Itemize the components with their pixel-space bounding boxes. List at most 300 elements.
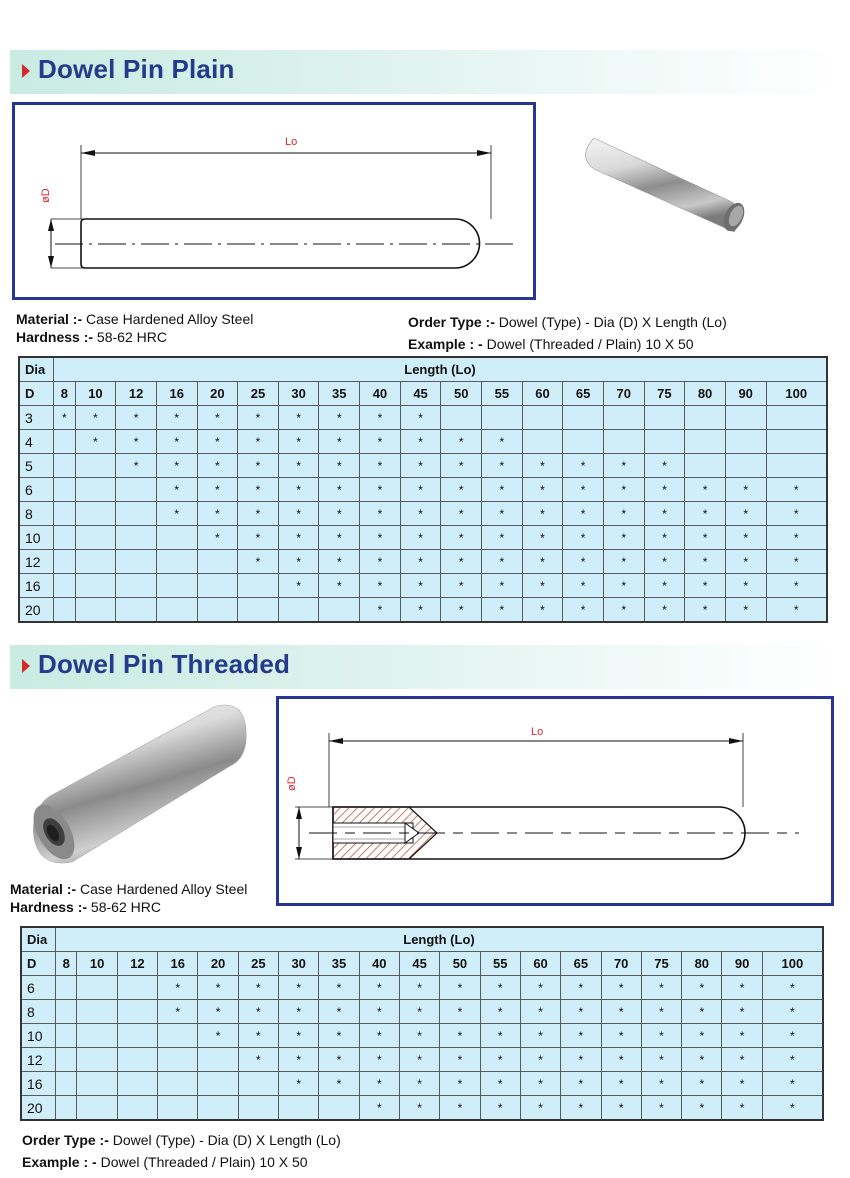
availability-cell: * — [601, 1072, 641, 1096]
availability-cell: * — [197, 406, 238, 430]
length-column-header: 55 — [480, 952, 520, 976]
availability-cell — [685, 406, 726, 430]
availability-cell: * — [522, 574, 563, 598]
section-title: Dowel Pin Plain — [38, 54, 235, 84]
availability-cell: * — [682, 1096, 722, 1121]
availability-cell: * — [644, 478, 685, 502]
availability-cell: * — [762, 1048, 823, 1072]
availability-cell: * — [399, 1024, 439, 1048]
availability-cell: * — [400, 406, 441, 430]
availability-cell: * — [278, 478, 319, 502]
availability-cell: * — [522, 478, 563, 502]
availability-cell — [56, 1000, 77, 1024]
availability-cell: * — [762, 1000, 823, 1024]
length-column-header: 65 — [561, 952, 601, 976]
availability-cell — [319, 1096, 359, 1121]
table-row — [21, 976, 823, 1000]
availability-cell: * — [601, 1024, 641, 1048]
availability-cell: * — [360, 478, 401, 502]
availability-cell: * — [603, 574, 644, 598]
availability-cell: * — [601, 976, 641, 1000]
length-column-header: 60 — [520, 952, 560, 976]
availability-cell: * — [278, 574, 319, 598]
availability-cell — [441, 406, 482, 430]
availability-cell: * — [278, 406, 319, 430]
availability-cell — [75, 526, 116, 550]
availability-cell: * — [278, 430, 319, 454]
availability-cell — [644, 430, 685, 454]
availability-cell: * — [360, 574, 401, 598]
availability-cell: * — [682, 1024, 722, 1048]
availability-cell: * — [75, 430, 116, 454]
availability-cell: * — [116, 406, 157, 430]
bullet-arrow-icon — [22, 64, 30, 78]
length-label: Lo — [285, 136, 298, 148]
availability-cell: * — [278, 550, 319, 574]
material-value: Case Hardened Alloy Steel — [76, 881, 248, 897]
availability-cell: * — [319, 976, 359, 1000]
length-header: Length (Lo) — [54, 357, 828, 382]
availability-cell: * — [158, 976, 198, 1000]
availability-cell — [75, 550, 116, 574]
availability-cell — [77, 1096, 117, 1121]
availability-cell: * — [766, 478, 827, 502]
availability-cell: * — [682, 1048, 722, 1072]
availability-cell: * — [766, 502, 827, 526]
availability-cell: * — [399, 1072, 439, 1096]
availability-cell — [116, 574, 157, 598]
availability-cell: * — [482, 550, 523, 574]
availability-cell: * — [722, 1096, 762, 1121]
material-value: Case Hardened Alloy Steel — [82, 311, 254, 327]
availability-cell: * — [400, 550, 441, 574]
availability-cell: * — [359, 1000, 399, 1024]
availability-cell: * — [400, 478, 441, 502]
length-column-header: 100 — [762, 952, 823, 976]
availability-cell: * — [278, 526, 319, 550]
availability-cell: * — [319, 550, 360, 574]
availability-cell: * — [480, 1096, 520, 1121]
size-table-threaded — [20, 926, 824, 1121]
table-row — [21, 1024, 823, 1048]
availability-cell: * — [197, 478, 238, 502]
availability-cell: * — [441, 526, 482, 550]
availability-cell: * — [522, 526, 563, 550]
length-column-header: 40 — [359, 952, 399, 976]
availability-cell — [116, 502, 157, 526]
availability-cell — [563, 406, 604, 430]
availability-cell: * — [725, 574, 766, 598]
availability-cell — [158, 1024, 198, 1048]
availability-cell: * — [319, 1000, 359, 1024]
availability-cell: * — [480, 1072, 520, 1096]
availability-cell: * — [682, 1072, 722, 1096]
table-row — [19, 574, 827, 598]
availability-cell — [238, 1096, 278, 1121]
availability-cell — [725, 430, 766, 454]
availability-cell: * — [682, 1000, 722, 1024]
availability-cell — [54, 454, 76, 478]
dia-value: 16 — [19, 574, 54, 598]
availability-cell: * — [482, 598, 523, 623]
table-row — [19, 550, 827, 574]
availability-cell — [685, 430, 726, 454]
length-column-header: 8 — [56, 952, 77, 976]
hardness-value: 58-62 HRC — [93, 329, 167, 345]
availability-cell: * — [603, 454, 644, 478]
availability-cell: * — [279, 1000, 319, 1024]
availability-cell: * — [766, 598, 827, 623]
availability-cell: * — [725, 598, 766, 623]
availability-cell: * — [319, 478, 360, 502]
length-column-header: 35 — [319, 382, 360, 406]
dia-header: Dia — [19, 357, 54, 382]
table-row — [21, 1072, 823, 1096]
availability-cell: * — [319, 1024, 359, 1048]
availability-cell — [77, 1000, 117, 1024]
availability-cell: * — [522, 454, 563, 478]
availability-cell: * — [644, 550, 685, 574]
availability-cell: * — [156, 406, 197, 430]
length-column-header: 8 — [54, 382, 76, 406]
availability-cell: * — [561, 1096, 601, 1121]
availability-cell: * — [482, 454, 523, 478]
availability-cell — [56, 1072, 77, 1096]
length-column-header: 20 — [198, 952, 238, 976]
availability-cell: * — [601, 1000, 641, 1024]
length-column-header: 75 — [644, 382, 685, 406]
availability-cell: * — [441, 478, 482, 502]
availability-cell: * — [440, 1096, 480, 1121]
example-value: Dowel (Threaded / Plain) 10 X 50 — [482, 336, 694, 352]
size-table-plain — [18, 356, 828, 623]
availability-cell — [116, 598, 157, 623]
availability-cell: * — [319, 454, 360, 478]
availability-cell — [278, 598, 319, 623]
length-column-header: 90 — [722, 952, 762, 976]
length-column-header: 50 — [440, 952, 480, 976]
availability-cell: * — [685, 526, 726, 550]
availability-cell: * — [279, 1072, 319, 1096]
d-header: D — [21, 952, 56, 976]
availability-cell: * — [480, 1048, 520, 1072]
availability-cell: * — [725, 526, 766, 550]
dia-header: Dia — [21, 927, 56, 952]
availability-cell: * — [722, 1072, 762, 1096]
availability-cell — [75, 502, 116, 526]
dia-value: 8 — [19, 502, 54, 526]
availability-cell: * — [563, 598, 604, 623]
availability-cell: * — [238, 454, 279, 478]
length-column-header: 75 — [641, 952, 681, 976]
availability-cell: * — [685, 574, 726, 598]
table-row — [21, 1048, 823, 1072]
availability-cell: * — [197, 502, 238, 526]
availability-cell — [238, 598, 279, 623]
order-type-label: Order Type :- — [408, 314, 495, 330]
availability-cell: * — [641, 1000, 681, 1024]
availability-cell: * — [563, 550, 604, 574]
availability-cell: * — [685, 598, 726, 623]
availability-cell: * — [319, 406, 360, 430]
availability-cell: * — [198, 1024, 238, 1048]
availability-cell: * — [319, 502, 360, 526]
table-row — [19, 502, 827, 526]
availability-cell: * — [722, 1024, 762, 1048]
hardness-label: Hardness :- — [16, 329, 94, 345]
d-header: D — [19, 382, 54, 406]
availability-cell: * — [360, 598, 401, 623]
availability-cell: * — [603, 502, 644, 526]
availability-cell — [54, 526, 76, 550]
availability-cell — [75, 574, 116, 598]
availability-cell: * — [440, 1072, 480, 1096]
dia-value: 5 — [19, 454, 54, 478]
availability-cell: * — [279, 1048, 319, 1072]
availability-cell: * — [238, 502, 279, 526]
availability-cell: * — [682, 976, 722, 1000]
availability-cell: * — [400, 454, 441, 478]
availability-cell: * — [359, 1024, 399, 1048]
availability-cell: * — [319, 430, 360, 454]
availability-cell — [563, 430, 604, 454]
availability-cell: * — [440, 1024, 480, 1048]
availability-cell: * — [644, 598, 685, 623]
length-column-header: 12 — [116, 382, 157, 406]
availability-cell: * — [644, 574, 685, 598]
availability-cell: * — [601, 1048, 641, 1072]
availability-cell: * — [766, 574, 827, 598]
order-type-value: Dowel (Type) - Dia (D) X Length (Lo) — [494, 314, 727, 330]
availability-cell — [116, 526, 157, 550]
availability-cell — [56, 1024, 77, 1048]
dia-value: 10 — [19, 526, 54, 550]
table-row — [19, 526, 827, 550]
availability-cell: * — [319, 1048, 359, 1072]
availability-cell — [77, 976, 117, 1000]
availability-cell: * — [563, 454, 604, 478]
availability-cell: * — [440, 976, 480, 1000]
availability-cell — [238, 574, 279, 598]
availability-cell — [116, 550, 157, 574]
availability-cell: * — [360, 502, 401, 526]
availability-cell: * — [685, 478, 726, 502]
example-label: Example : - — [408, 336, 483, 352]
availability-cell — [198, 1096, 238, 1121]
material-info-plain — [16, 310, 253, 346]
technical-drawing-threaded — [276, 696, 834, 906]
availability-cell: * — [400, 574, 441, 598]
availability-cell: * — [762, 1072, 823, 1096]
availability-cell: * — [116, 430, 157, 454]
availability-cell: * — [197, 526, 238, 550]
table-row — [21, 1000, 823, 1024]
length-column-header: 70 — [601, 952, 641, 976]
availability-cell: * — [197, 454, 238, 478]
availability-cell: * — [641, 1024, 681, 1048]
availability-cell: * — [359, 976, 399, 1000]
length-column-header: 50 — [441, 382, 482, 406]
availability-cell — [482, 406, 523, 430]
availability-cell: * — [400, 598, 441, 623]
availability-cell — [644, 406, 685, 430]
availability-cell: * — [522, 550, 563, 574]
technical-drawing-plain — [12, 102, 536, 300]
availability-cell — [156, 526, 197, 550]
availability-cell: * — [482, 430, 523, 454]
availability-cell: * — [359, 1096, 399, 1121]
diameter-label: øD — [40, 188, 52, 203]
availability-cell: * — [279, 976, 319, 1000]
availability-cell: * — [762, 976, 823, 1000]
order-type-value: Dowel (Type) - Dia (D) X Length (Lo) — [108, 1132, 341, 1148]
dowel-pin-threaded-photo — [20, 700, 260, 870]
availability-cell — [603, 406, 644, 430]
availability-cell — [116, 478, 157, 502]
availability-cell: * — [561, 976, 601, 1000]
availability-cell: * — [601, 1096, 641, 1121]
availability-cell — [238, 1072, 278, 1096]
table-row — [19, 430, 827, 454]
availability-cell: * — [156, 478, 197, 502]
length-label: Lo — [531, 726, 544, 738]
example-label: Example : - — [22, 1154, 97, 1170]
availability-cell: * — [440, 1048, 480, 1072]
availability-cell: * — [644, 502, 685, 526]
availability-cell: * — [360, 550, 401, 574]
dia-value: 6 — [21, 976, 56, 1000]
availability-cell: * — [722, 976, 762, 1000]
availability-cell: * — [520, 1024, 560, 1048]
availability-cell: * — [561, 1072, 601, 1096]
availability-cell: * — [441, 574, 482, 598]
availability-cell: * — [603, 478, 644, 502]
length-column-header: 80 — [685, 382, 726, 406]
material-label: Material :- — [10, 881, 77, 897]
dia-value: 20 — [19, 598, 54, 623]
availability-cell — [725, 406, 766, 430]
availability-cell: * — [561, 1024, 601, 1048]
availability-cell: * — [238, 406, 279, 430]
length-column-header: 16 — [158, 952, 198, 976]
table-row — [19, 598, 827, 623]
availability-cell: * — [482, 502, 523, 526]
availability-cell: * — [238, 1024, 278, 1048]
availability-cell: * — [641, 1096, 681, 1121]
order-info-plain — [408, 311, 727, 355]
availability-cell — [54, 598, 76, 623]
availability-cell — [77, 1024, 117, 1048]
availability-cell — [75, 454, 116, 478]
availability-cell: * — [156, 430, 197, 454]
diameter-label: øD — [286, 776, 298, 791]
availability-cell — [156, 574, 197, 598]
availability-cell: * — [722, 1048, 762, 1072]
availability-cell: * — [359, 1072, 399, 1096]
availability-cell: * — [359, 1048, 399, 1072]
availability-cell: * — [399, 1096, 439, 1121]
availability-cell: * — [520, 1000, 560, 1024]
availability-cell — [56, 1048, 77, 1072]
dowel-pin-plain-photo — [572, 130, 752, 240]
availability-cell — [77, 1048, 117, 1072]
availability-cell — [766, 430, 827, 454]
length-column-header: 90 — [725, 382, 766, 406]
availability-cell: * — [360, 430, 401, 454]
availability-cell: * — [725, 550, 766, 574]
availability-cell: * — [641, 1072, 681, 1096]
order-info-threaded — [22, 1129, 341, 1173]
availability-cell: * — [766, 526, 827, 550]
section-header-plain — [10, 50, 840, 94]
length-column-header: 55 — [482, 382, 523, 406]
availability-cell: * — [238, 526, 279, 550]
availability-cell: * — [399, 976, 439, 1000]
availability-cell — [117, 1072, 157, 1096]
length-column-header: 65 — [563, 382, 604, 406]
availability-cell — [75, 478, 116, 502]
availability-cell: * — [238, 478, 279, 502]
availability-cell — [158, 1072, 198, 1096]
availability-cell — [56, 976, 77, 1000]
length-header: Length (Lo) — [56, 927, 824, 952]
availability-cell — [117, 1096, 157, 1121]
availability-cell: * — [360, 526, 401, 550]
availability-cell: * — [197, 430, 238, 454]
bullet-arrow-icon — [22, 659, 30, 673]
dia-value: 16 — [21, 1072, 56, 1096]
availability-cell — [158, 1048, 198, 1072]
length-column-header: 100 — [766, 382, 827, 406]
availability-cell — [279, 1096, 319, 1121]
length-column-header: 10 — [75, 382, 116, 406]
availability-cell — [54, 574, 76, 598]
availability-cell: * — [725, 502, 766, 526]
availability-cell: * — [685, 550, 726, 574]
length-column-header: 70 — [603, 382, 644, 406]
dia-value: 10 — [21, 1024, 56, 1048]
availability-cell: * — [441, 454, 482, 478]
length-column-header: 10 — [77, 952, 117, 976]
availability-cell: * — [563, 502, 604, 526]
material-label: Material :- — [16, 311, 83, 327]
availability-cell: * — [158, 1000, 198, 1024]
availability-cell: * — [480, 976, 520, 1000]
availability-cell: * — [238, 430, 279, 454]
availability-cell — [522, 406, 563, 430]
availability-cell: * — [278, 502, 319, 526]
table-row — [19, 406, 827, 430]
availability-cell — [156, 598, 197, 623]
availability-cell: * — [762, 1024, 823, 1048]
length-column-header: 20 — [197, 382, 238, 406]
availability-cell: * — [238, 550, 279, 574]
availability-cell: * — [156, 502, 197, 526]
availability-cell: * — [561, 1000, 601, 1024]
availability-cell — [77, 1072, 117, 1096]
availability-cell: * — [360, 454, 401, 478]
dia-value: 6 — [19, 478, 54, 502]
availability-cell: * — [480, 1024, 520, 1048]
availability-cell: * — [399, 1048, 439, 1072]
availability-cell — [117, 1024, 157, 1048]
availability-cell: * — [725, 478, 766, 502]
availability-cell: * — [399, 1000, 439, 1024]
table-row — [21, 1096, 823, 1121]
dia-value: 20 — [21, 1096, 56, 1121]
dia-value: 12 — [21, 1048, 56, 1072]
availability-cell: * — [319, 574, 360, 598]
